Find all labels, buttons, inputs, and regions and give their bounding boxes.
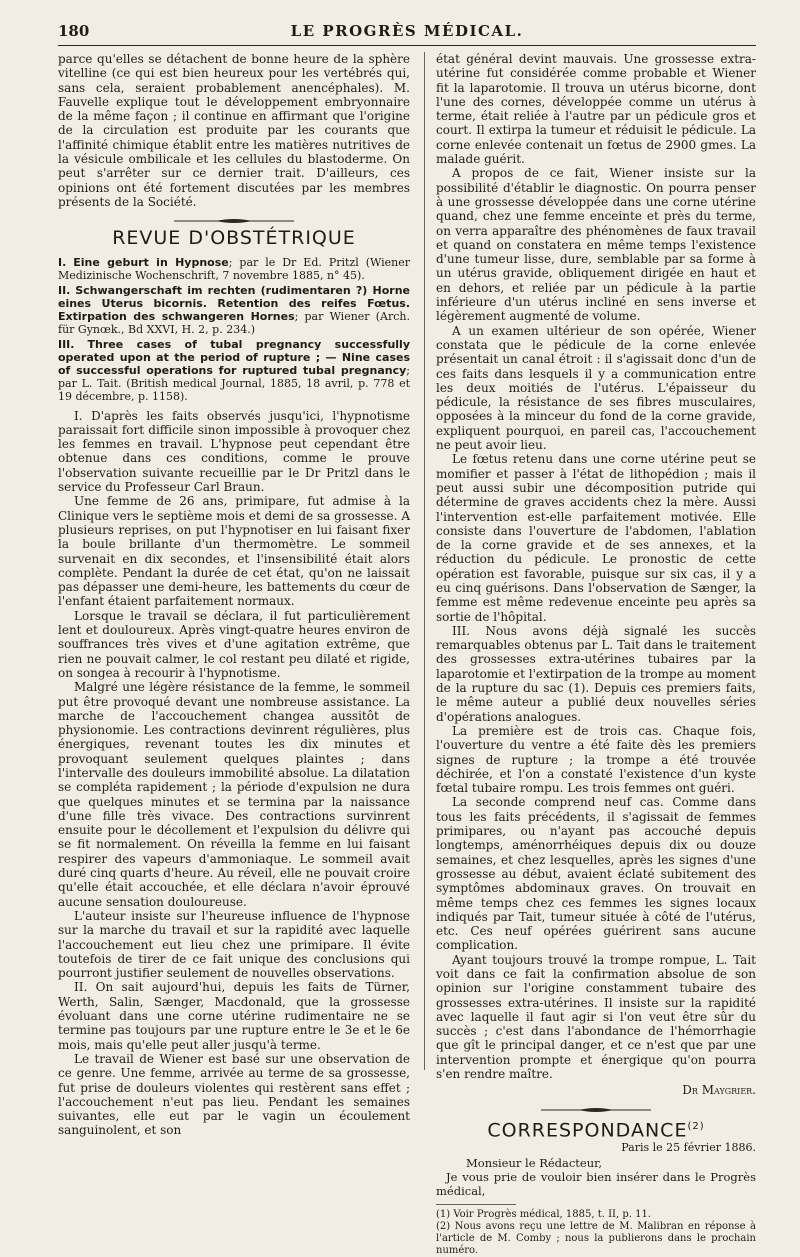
- divider-ornament: [541, 1106, 651, 1114]
- page-header: [58, 22, 756, 46]
- right-column: [436, 52, 756, 1257]
- intro-paragraph: parce qu'elles se détachent de bonne heure de la sphère vitelline (ce qui est bien heureux pour les vertébrés qui, sans cela, seraient probablement anencéphales). M. Fauvelle explique tout le développement embryonnaire de la même façon ; il continue en affirmant que l'origine de la circulation est produite par les courants que l'affinité chimique établit entre les matières nutritives de la vésicule ombilicale et les cellules du blastoderme. On peut s'arrêter sur ce dernier trait. D'ailleurs, ces opinions ont été fortement discutées par les membres présents de la Société.: [58, 52, 410, 209]
- body-paragraph: L'auteur insiste sur l'heureuse influence de l'hypnose sur la marche du travail et sur la rapidité avec laquelle l'accouchement eut lieu chez une primipare. Il évite toutefois de tirer de ce fait unique des conclusions qui pourront justifier seulement de nouvelles observations.: [58, 908, 410, 981]
- reference-title: Eine geburt in Hypnose: [73, 255, 229, 269]
- author-signature: Dr Maygrier.: [682, 1083, 756, 1098]
- body-paragraph: II. On sait aujourd'hui, depuis les faits de Türner, Werth, Salin, Sænger, Macdonald, que la grossesse évoluant dans une corne utérine rudimentaire ne se termine pas toujours par une rupture entre le 3e et le 6e mois, mais qu'elle peut aller jusqu'à terme.: [58, 980, 410, 1052]
- reference-title: Three cases of tubal pregnancy successfully operated upon at the period of rupture ; — Nine cases of successful operations for ruptured tubal pregnancy: [58, 337, 410, 377]
- page-number: 180: [58, 22, 90, 40]
- correspondance-heading: CORRESPONDANCE: [487, 1119, 688, 1141]
- body-paragraph: Ayant toujours trouvé la trompe rompue, L. Tait voit dans ce fait la confirmation absolue de son opinion sur l'origine constamment tubaire des grossesses extra-utérines. Il insiste sur la rapidité avec laquelle il faut agir si l'on veut être sûr du succès ; c'est dans l'abondance de l'hémorrhagie que gît le principal danger, et ce n'est que par une intervention prompte et énergique qu'on pourra s'en rendre maître.: [436, 952, 756, 1082]
- body-paragraph: I. D'après les faits observés jusqu'ici, l'hypnotisme paraissait fort difficile sinon impossible à provoquer chez les femmes en travail. L'hypnose peut cependant être obtenue dans ces conditions, comme le prouve l'observation suivante recueillie par le Dr Pritzl dans le service du Professeur Carl Braun.: [58, 408, 410, 495]
- reference-details: ; par L. Tait. (British medical Journal, 1885, 18 avril, p. 778 et 19 décembre, p. 1158).: [58, 363, 410, 403]
- reference-item: [58, 256, 410, 282]
- letter-body: Je vous prie de vouloir bien insérer dans le Progrès médical,: [436, 1169, 756, 1199]
- divider-ornament: [174, 217, 294, 225]
- body-paragraph: Le fœtus retenu dans une corne utérine peut se momifier et passer à l'état de lithopédion ; mais il peut aussi subir une décomposition putride qui détermine de graves accidents chez la mère. Aussi l'intervention est-elle parfaitement motivée. Elle consiste dans l'ouverture de l'abdomen, l'ablation de la corne gravide et de ses annexes, et la réduction du pédicule. Le pronostic de cette opération est favorable, puisque sur six cas, il y a eu cinq guérisons. Dans l'observation de Sænger, la femme est même redevenue enceinte peu après sa sortie de l'hôpital.: [436, 452, 756, 624]
- body-paragraph: Malgré une légère résistance de la femme, le sommeil put être provoqué devant une nombreuse assistance. La marche de l'accouchement changea aussitôt de physionomie. Les contractions devinrent régulières, plus énergiques, revenant toutes les dix minutes et provoquant seulement quelques plaintes ; dans l'intervalle des douleurs immobilité absolue. La dilatation se compléta rapidement ; la période d'expulsion ne dura que quelques minutes et se termina par la naissance d'une fille très vivace. Des contractions survinrent ensuite pour le décollement et l'expulsion du délivre qui se fit normalement. On réveilla la femme en lui faisant respirer des vapeurs d'ammoniaque. Le sommeil avait duré cinq quarts d'heure. Au réveil, elle ne pouvait croire qu'elle était accouchée, et elle déclara n'avoir éprouvé aucune sensation douloureuse.: [58, 680, 410, 909]
- correspondance-title: [436, 1119, 756, 1141]
- body-paragraph: III. Nous avons déjà signalé les succès remarquables obtenus par L. Tait dans le traitement des grossesses extra-utérines tubaires par la laparotomie et l'extirpation de la trompe au moment de la rupture du sac (1). Depuis ces premiers faits, le même auteur a publié deux nouvelles séries d'opérations analogues.: [436, 623, 756, 724]
- reference-details: ; par le Dr Ed. Pritzl (Wiener Medizinische Wochenschrift, 7 novembre 1885, n° 45).: [58, 255, 410, 282]
- body-paragraph: Lorsque le travail se déclara, il fut particulièrement lent et douloureux. Après vingt-quatre heures environ de souffrances très vives et d'une agitation extrême, que rien ne pouvait calmer, le col restant peu dilaté et rigide, on songea à recourir à l'hypnotisme.: [58, 608, 410, 680]
- footnote: (2) Nous avons reçu une lettre de M. Malibran en réponse à l'article de M. Comby ; nous la publierons dans le prochain numéro.: [436, 1221, 756, 1257]
- reference-item: [58, 284, 410, 336]
- left-column: [58, 52, 410, 1138]
- body-paragraph: La première est de trois cas. Chaque fois, l'ouverture du ventre a été faite dès les premiers signes de rupture ; la trompe a été trouvée déchirée, et l'on a constaté l'existence d'un kyste fœtal tubaire rompu. Les trois femmes ont guéri.: [436, 723, 756, 796]
- footnote-marker: (2): [687, 1120, 705, 1132]
- body-paragraph: Le travail de Wiener est basé sur une observation de ce genre. Une femme, arrivée au terme de sa grossesse, fut prise de douleurs violentes qui restèrent sans effet ; l'accouchement n'eut pas lieu. Pendant les semaines suivantes, elle eut par le vagin un écoulement sanguinolent, et son: [58, 1051, 410, 1138]
- reference-title: Schwangerschaft im rechten (rudimentaren ?) Horne eines Uterus bicornis. Retention des reifes Fœtus. Extirpation des schwangeren Hornes: [58, 283, 410, 323]
- body-paragraph: La seconde comprend neuf cas. Comme dans tous les faits précédents, il s'agissait de femmes primipares, ou n'ayant pas accouché depuis longtemps, aménorrhéiques depuis dix ou douze semaines, et chez lesquelles, après les signes d'une grossesse au début, avaient éclaté subitement des symptômes abdominaux graves. On trouvait en même temps chez ces femmes les signes locaux indiqués par Tait, tumeur située à côté de l'utérus, etc. Ces neuf opérées guérirent sans aucune complication.: [436, 795, 756, 953]
- body-paragraph: état général devint mauvais. Une grossesse extra-utérine fut considérée comme probable et Wiener fit la laparotomie. Il trouva un utérus bicorne, dont l'une des cornes, développée comme un utérus à terme, était reliée à l'autre par un pédicule gros et court. Il extirpa la tumeur et réduisit le pédicule. La corne enlevée contenait un fœtus de 2900 gmes. La malade guérit.: [436, 52, 756, 167]
- reference-details: ; par Wiener (Arch. für Gynœk., Bd XXVI, H. 2, p. 234.): [58, 309, 410, 336]
- letter-salutation: Monsieur le Rédacteur,: [466, 1155, 603, 1170]
- footnote: (1) Voir Progrès médical, 1885, t. II, p. 11.: [436, 1209, 651, 1221]
- letter-dateline: Paris le 25 février 1886.: [621, 1141, 756, 1155]
- footnote-rule: [436, 1204, 516, 1205]
- section-title: REVUE D'OBSTÉTRIQUE: [112, 227, 356, 250]
- reference-number: I.: [58, 255, 67, 269]
- reference-number: III.: [58, 337, 75, 351]
- reference-number: II.: [58, 283, 71, 297]
- column-divider: [424, 52, 425, 1070]
- reference-item: [58, 338, 410, 403]
- body-paragraph: A propos de ce fait, Wiener insiste sur la possibilité d'établir le diagnostic. On pourra penser à une grossesse développée dans une corne utérine quand, chez une femme enceinte et près du terme, on verra apparaître des phénomènes de faux travail et quand on constatera en même temps l'existence d'une tumeur lisse, dure, semblable par sa forme à un utérus gravide, obliquement dirigée en haut et en dehors, et reliée par un pédicule à la partie inférieure d'un utérus incliné en sens inverse et légèrement augmenté de volume.: [436, 166, 756, 324]
- header-rule: [58, 45, 756, 46]
- body-paragraph: Une femme de 26 ans, primipare, fut admise à la Clinique vers le septième mois et demi de sa grossesse. A plusieurs reprises, on put l'hypnotiser en lui faisant fixer la boule brillante d'un thermomètre. Le sommeil survenait en dix secondes, et l'insensibilité était alors complète. Pendant la durée de cet état, qu'on ne laissait pas dépasser une demi-heure, les battements du cœur de l'enfant étaient parfaitement normaux.: [58, 494, 410, 609]
- journal-title: LE PROGRÈS MÉDICAL.: [290, 22, 524, 40]
- body-paragraph: A un examen ultérieur de son opérée, Wiener constata que le pédicule de la corne enlevée présentait un canal étroit : il s'agissait donc d'un de ces faits dans lesquels il y a communication entre les deux moitiés de l'utérus. L'épaisseur du pédicule, la résistance de ses fibres musculaires, opposées à la minceur du fond de la corne gravide, expliquent pourquoi, en pareil cas, l'accouchement ne peut avoir lieu.: [436, 323, 756, 453]
